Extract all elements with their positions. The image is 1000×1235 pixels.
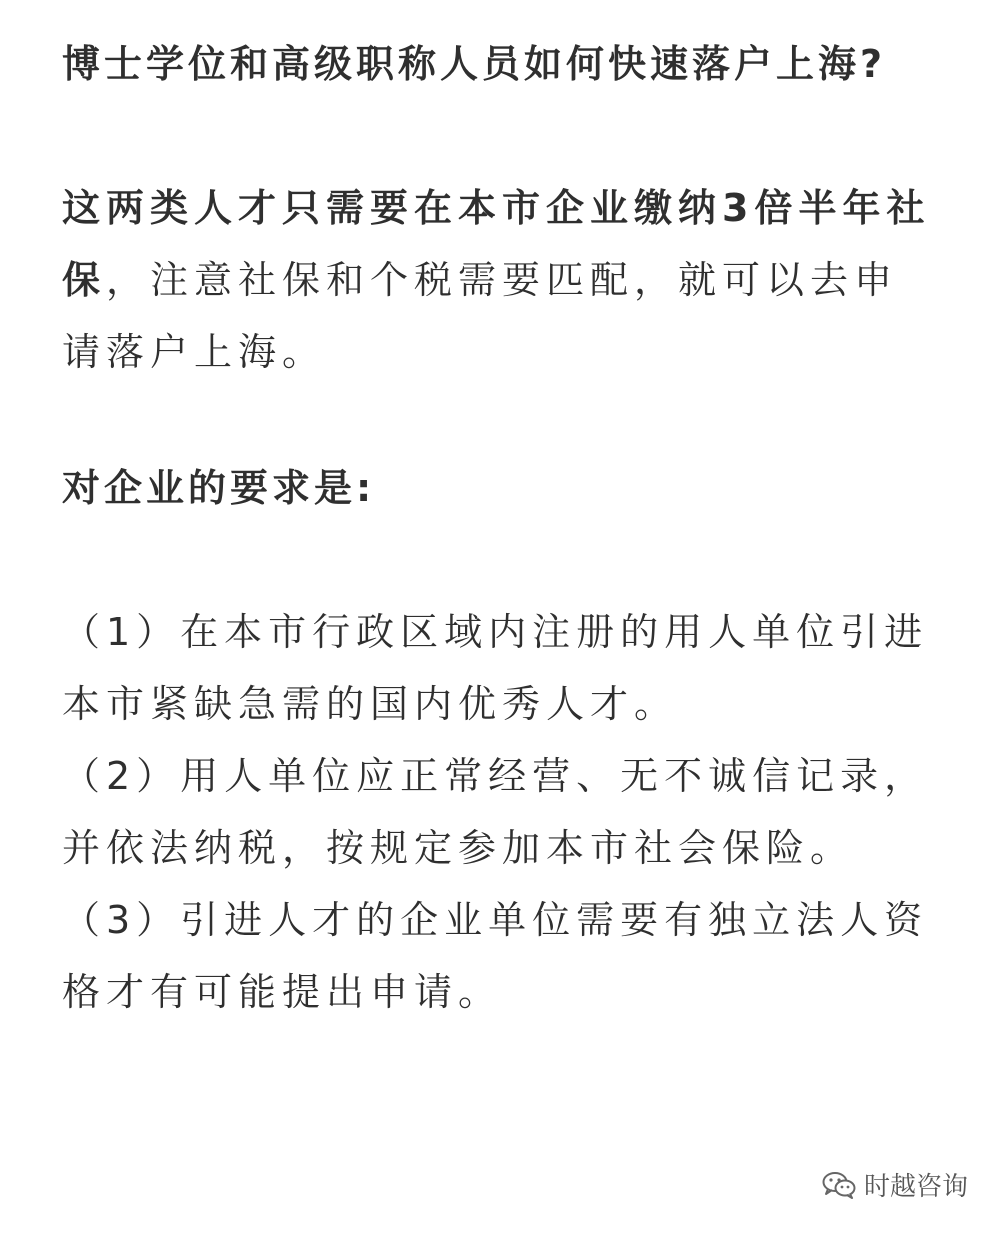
spacer: [62, 100, 942, 172]
article-title: 博士学位和高级职称人员如何快速落户上海?: [62, 42, 887, 86]
intro-emphasis: 这两类人才只需要在本市企业缴纳3倍半年社保: [62, 186, 931, 302]
article: [62, 28, 942, 1028]
wechat-icon: [822, 1171, 856, 1199]
list-item: （2）用人单位应正常经营、无不诚信记录，并依法纳税，按规定参加本市社会保险。: [62, 754, 929, 870]
intro-paragraph: [62, 172, 942, 388]
list-item: （3）引进人才的企业单位需要有独立法人资格才有可能提出申请。: [62, 898, 929, 1014]
list-item: （1）在本市行政区域内注册的用人单位引进本市紧缺急需的国内优秀人才。: [62, 610, 929, 726]
spacer: [62, 388, 942, 452]
watermark: [822, 1166, 968, 1203]
spacer: [62, 524, 942, 596]
requirements-heading: 对企业的要求是:: [62, 466, 376, 510]
watermark-label: 时越咨询: [863, 1172, 968, 1202]
requirements-list: [62, 596, 942, 1028]
intro-rest: ，注意社保和个税需要匹配，就可以去申请落户上海。: [62, 258, 899, 374]
